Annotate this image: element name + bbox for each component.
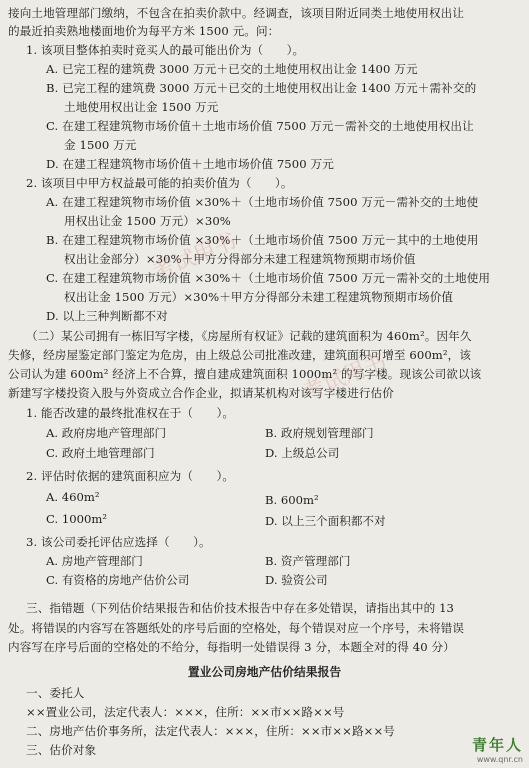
option-a: A. 政府房地产管理部门 xyxy=(46,426,167,440)
option-a: A. 房地产管理部门 xyxy=(46,554,143,568)
option-c: C. 有资格的房地产估价公司 xyxy=(46,573,190,587)
option-d: D. 以上三种判断都不对 xyxy=(46,309,168,323)
option-d: D. 上级总公司 xyxy=(265,446,340,460)
section-three-text: 处。将错误的内容写在答题纸处的序号后面的空格处，每个错误对应一个序号，未将错误 xyxy=(8,621,465,635)
text-line: 的最近拍卖熟地楼面地价为每平方米 1500 元。问： xyxy=(8,24,280,38)
site-logo xyxy=(472,734,523,764)
option-b: B. 600m² xyxy=(265,493,319,507)
report-item-text: ××置业公司，法定代表人：×××，住所：××市××路××号 xyxy=(26,705,345,719)
option-d: D. 在建工程建筑物市场价值＋土地市场价值 7500 万元 xyxy=(46,157,334,171)
question-2-1: 1. 能否改建的最终批准权在于（ ）。 xyxy=(26,406,235,420)
option-b-cont: 土地使用权出让金 1500 万元 xyxy=(64,100,219,114)
report-item-heading: 三、估价对象 xyxy=(26,743,97,757)
option-c: C. 在建工程建筑物市场价值 ×30%＋（土地市场价值 7500 万元－需补交的土地使用 xyxy=(46,271,491,285)
question-1-2: 2. 该项目中甲方权益最可能的拍卖价值为（ ）。 xyxy=(26,176,293,190)
option-a: A. 在建工程建筑物市场价值 ×30%＋（土地市场价值 7500 万元－需补交的土地使 xyxy=(46,195,479,209)
logo-text: 青年人 xyxy=(471,736,523,754)
question-2-2: 2. 评估时依据的建筑面积应为（ ）。 xyxy=(26,469,235,483)
question-1-1: 1. 该项目整体拍卖时竞买人的最可能出价为（ ）。 xyxy=(26,43,305,57)
text-line: 接向土地管理部门缴纳，不包含在拍卖价款中。经调查，该项目附近同类土地使用权出让 xyxy=(8,6,465,20)
option-a: A. 460m² xyxy=(46,490,100,504)
report-item-heading: 二、房地产估价事务所，法定代表人：×××，住所：××市××路××号 xyxy=(26,724,395,738)
option-a-cont: 用权出让金 1500 万元）×30% xyxy=(64,214,231,228)
option-b-cont: 权出让金部分）×30%＋甲方分得部分未建工程建筑物预期市场价值 xyxy=(64,252,416,266)
option-b: B. 资产管理部门 xyxy=(265,554,351,568)
option-d: D. 以上三个面积都不对 xyxy=(265,514,386,528)
option-c: C. 政府土地管理部门 xyxy=(46,446,155,460)
option-b: B. 在建工程建筑物市场价值 ×30%＋（土地市场价值 7500 万元－其中的土地使用 xyxy=(46,233,479,247)
watermark: 考试用书 xyxy=(149,229,241,286)
section-three-heading: 三、指错题（下列估价结果报告和估价技术报告中存在多处错误，请指出其中的 13 xyxy=(26,601,455,615)
option-b: B. 已完工程的建筑费 3000 万元＋已交的土地使用权出让金 1400 万元＋需补交的 xyxy=(46,81,477,95)
case-two-paragraph: 失修，经房屋鉴定部门鉴定为危房，由上级总公司批准改建，建筑面积可增至 600m²，该 xyxy=(8,348,472,362)
case-two-paragraph: 新建写字楼投资入股与外资成立合作企业，拟请某机构对该写字楼进行估价 xyxy=(8,386,394,400)
option-a: A. 已完工程的建筑费 3000 万元＋已交的土地使用权出让金 1400 万元 xyxy=(46,62,418,76)
question-2-3: 3. 该公司委托评估应选择（ ）。 xyxy=(26,535,211,549)
logo-url: www.qnr.cn xyxy=(476,755,523,764)
option-c: C. 1000m² xyxy=(46,512,107,526)
option-d: D. 验资公司 xyxy=(265,573,328,587)
option-b: B. 政府规划管理部门 xyxy=(265,426,374,440)
option-c-cont: 金 1500 万元 xyxy=(64,138,137,152)
case-two-paragraph: 公司认为建 600m² 经济上不合算，擅自建成建筑面积 1000m² 的写字楼。现该公司欲以该 xyxy=(8,367,482,381)
report-item-heading: 一、委托人 xyxy=(26,686,85,700)
case-two-paragraph: （二）某公司拥有一栋旧写字楼，《房屋所有权证》记载的建筑面积为 460m²。因年久 xyxy=(26,329,472,343)
watermark: 考试用书 xyxy=(299,349,391,406)
option-c-cont: 权出让金 1500 万元）×30%＋甲方分得部分未建工程建筑物预期市场价值 xyxy=(64,290,454,304)
option-c: C. 在建工程建筑物市场价值＋土地市场价值 7500 万元－需补交的土地使用权出让 xyxy=(46,119,474,133)
section-three-text: 内容写在序号后面的空格处的不给分，每指明一处错误得 3 分，本题全对的得 40 分） xyxy=(8,640,455,654)
report-title: 置业公司房地产估价结果报告 xyxy=(187,665,342,679)
